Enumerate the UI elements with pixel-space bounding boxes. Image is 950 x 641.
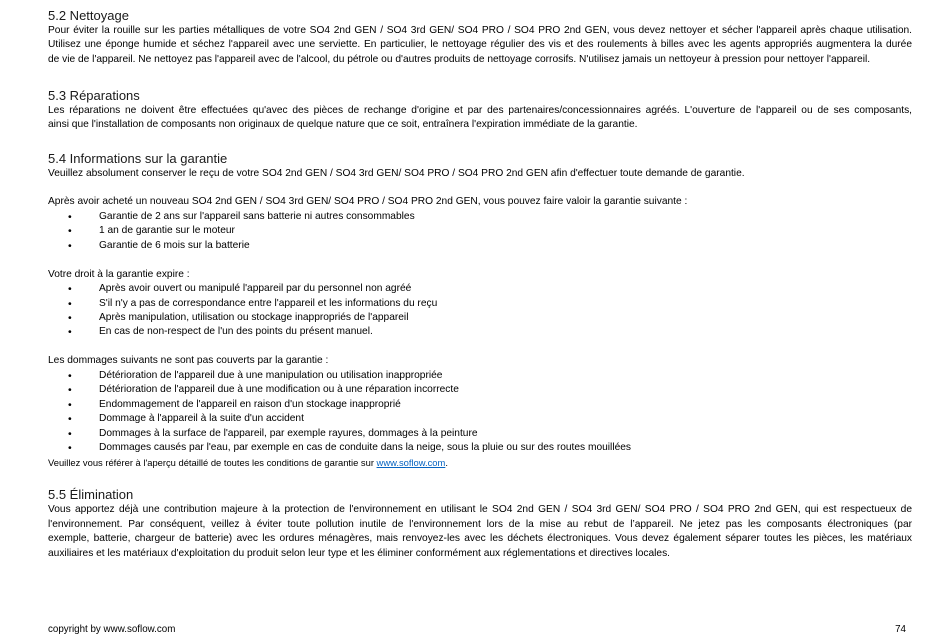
bullet-icon: • (68, 384, 72, 397)
bullet-icon: • (68, 283, 72, 296)
list-item (48, 383, 912, 397)
list-item (48, 427, 912, 441)
warranty-reference-note (48, 456, 912, 470)
bullet-icon: • (68, 369, 72, 382)
reference-note-text: Veuillez vous référer à l'aperçu détaillé de toutes les conditions de garantie sur (48, 456, 377, 468)
paragraph-line: l'environnement. Par conséquent, veillez à éviter toute pollution inutile de l'environnement lors de la mise au rebut de l’appareil. Ne jetez pas les composants électroniques (par (48, 518, 912, 530)
bullet-icon: • (68, 312, 72, 324)
section-warranty (48, 150, 912, 470)
bullet-icon: • (68, 398, 72, 411)
bullet-icon: • (68, 427, 72, 440)
blank-line (48, 253, 912, 267)
page-footer (48, 623, 906, 637)
list-item-text: Détérioration de l'appareil due à une modification ou à une réparation incorrecte (99, 384, 459, 396)
list-item-text: Détérioration de l'appareil due à une manipulation ou utilisation inappropriée (99, 369, 443, 381)
list-item (48, 210, 912, 224)
list-item-text: Dommages à la surface de l'appareil, par exemple rayures, dommages à la peinture (99, 427, 478, 439)
section-heading: 5.4 Informations sur la garantie (48, 150, 228, 166)
coverage-intro: Après avoir acheté un nouveau SO4 2nd GEN / SO4 3rd GEN/ SO4 PRO / SO4 PRO 2nd GEN, vous pouvez faire valoir la garantie suivante : (48, 196, 688, 208)
list-item (48, 239, 912, 253)
paragraph-line: Pour éviter la rouille sur les parties métalliques de votre SO4 2nd GEN / SO4 3rd GEN/ SO4 PRO / SO4 PRO 2nd GEN, vous devez nettoyer et sécher l'appareil après chaque utilisation. (48, 24, 912, 36)
bullet-icon: • (68, 239, 72, 252)
list-item-text: Après manipulation, utilisation ou stockage inappropriés de l'appareil (99, 312, 409, 323)
list-item-text: Garantie de 6 mois sur la batterie (99, 239, 250, 251)
list-item-text: En cas de non-respect de l'un des points du présent manuel. (99, 326, 373, 338)
expiry-intro: Votre droit à la garantie expire : (48, 268, 190, 280)
section-heading: 5.5 Élimination (48, 487, 134, 503)
exclusions-list (48, 369, 912, 456)
section-heading: 5.3 Réparations (48, 87, 140, 103)
section-cleaning (48, 7, 912, 67)
section-paragraph (48, 503, 912, 561)
page-content (48, 7, 912, 561)
list-item-text: Endommagement de l'appareil en raison d'un stockage inapproprié (99, 398, 401, 410)
blank-line (48, 181, 912, 195)
list-item (48, 325, 912, 339)
footer-copyright: copyright by www.soflow.com (48, 624, 176, 635)
bullet-icon: • (68, 326, 72, 339)
exclusions-intro: Les dommages suivants ne sont pas couverts par la garantie : (48, 355, 329, 367)
list-item (48, 224, 912, 238)
section-paragraph (48, 24, 912, 67)
paragraph-line: ainsi que l'installation de composants non originaux de quelque nature que ce soit, entraînera l'expiration immédiate de la garantie. (48, 118, 638, 130)
list-item (48, 282, 912, 296)
list-item (48, 441, 912, 455)
list-item (48, 369, 912, 383)
list-item-text: Après avoir ouvert ou manipulé l'appareil par du personnel non agréé (99, 283, 412, 295)
coverage-list (48, 210, 912, 253)
paragraph-line: auxiliaires et les matériaux d'exploitation du produit selon leur type et les éliminer conformément aux réglementations et directives locales. (48, 547, 670, 559)
section-disposal (48, 486, 912, 561)
section-repairs (48, 87, 912, 133)
paragraph-line: exemple, batterie, chargeur de batterie) avec les ordures ménagères, mais renvoyez-les avec les déchets électroniques. Vous devez également séparer toutes les pièces, les matériaux (48, 533, 912, 545)
list-item (48, 398, 912, 412)
bullet-icon: • (68, 210, 72, 223)
section-heading: 5.2 Nettoyage (48, 7, 129, 23)
paragraph-line: Utilisez une éponge humide et séchez l'appareil avec une serviette. En particulier, le nettoyage régulier des vis et des roulements à billes avec les agents appropriés augmentera la durée (48, 39, 912, 51)
list-item-text: 1 an de garantie sur le moteur (99, 225, 235, 237)
expiry-list (48, 282, 912, 340)
soflow-website-link[interactable]: www.soflow.com (376, 456, 446, 468)
bullet-icon: • (68, 413, 72, 426)
list-item (48, 297, 912, 311)
paragraph-line: Vous apportez déjà une contribution majeure à la protection de l'environnement en utilisant le SO4 2nd GEN / SO4 3rd GEN/ SO4 PRO / SO4 PRO 2nd GEN, qui est respectueux de (48, 504, 912, 516)
list-item-text: Dommage à l'appareil à la suite d'un accident (99, 413, 304, 425)
page-number: 74 (895, 624, 906, 635)
section-paragraph (48, 104, 912, 133)
list-item-text: Garantie de 2 ans sur l'appareil sans batterie ni autres consommables (99, 210, 415, 222)
reference-note-end: . (445, 456, 448, 468)
bullet-icon: • (68, 297, 72, 310)
list-item-text: Dommages causés par l'eau, par exemple en cas de conduite dans la neige, sous la pluie ou sur des routes mouillées (99, 442, 632, 454)
list-item-text: S'il n'y a pas de correspondance entre l'appareil et les informations du reçu (99, 297, 438, 309)
bullet-icon: • (68, 442, 72, 455)
receipt-note: Veuillez absolument conserver le reçu de votre SO4 2nd GEN / SO4 3rd GEN/ SO4 PRO / SO4 PRO 2nd GEN afin d'effectuer toute demande de garantie. (48, 167, 745, 179)
paragraph-line: Les réparations ne doivent être effectuées qu'avec des pièces de rechange d'origine et par des partenaires/concessionnaires agréés. L'ouverture de l'appareil ou de ses composants, (48, 104, 912, 116)
list-item (48, 311, 912, 325)
blank-line (48, 340, 912, 354)
bullet-icon: • (68, 225, 72, 238)
list-item (48, 412, 912, 426)
paragraph-line: de vie de l'appareil. Ne nettoyez pas l'appareil avec de l'alcool, du pétrole ou d'autres produits de nettoyage corrosifs. N'utilisez jamais un nettoyeur à pression pour nettoyer l'appareil. (48, 53, 871, 65)
